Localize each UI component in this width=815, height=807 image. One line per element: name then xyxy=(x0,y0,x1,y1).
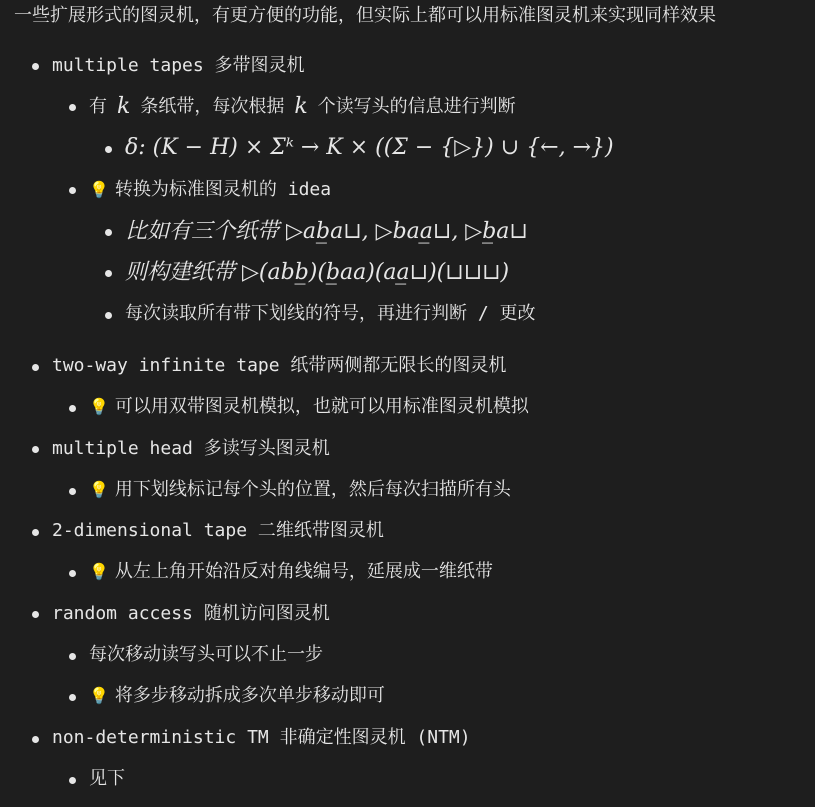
bullet xyxy=(105,229,112,236)
list-item-label: 见下 xyxy=(89,768,125,790)
list-item-label: random access 随机访问图灵机 xyxy=(52,603,330,625)
list-item-label: 可以用双带图灵机模拟，也就可以用标准图灵机模拟 xyxy=(114,396,529,418)
list-item xyxy=(125,218,528,246)
math-k: k xyxy=(117,93,131,119)
list-item xyxy=(89,476,511,504)
list-item xyxy=(52,724,471,752)
list-item xyxy=(89,93,516,121)
bullet xyxy=(32,364,39,371)
list-item-label: non-deterministic TM 非确定性图灵机 (NTM) xyxy=(52,727,471,749)
bullet xyxy=(32,611,39,618)
formula xyxy=(125,134,614,162)
list-item xyxy=(52,600,330,628)
bullet xyxy=(32,529,39,536)
list-item-label: multiple tapes 多带图灵机 xyxy=(52,55,305,77)
bulb-icon: 💡 xyxy=(89,397,109,417)
list-item xyxy=(52,352,506,380)
list-item xyxy=(89,682,385,710)
list-item xyxy=(89,393,529,421)
list-item-label: two-way infinite tape 纸带两侧都无限长的图灵机 xyxy=(52,355,507,377)
math-k: k xyxy=(294,93,308,119)
bullet xyxy=(105,270,112,277)
list-item-label: 从左上角开始沿反对角线编号，延展成一维纸带 xyxy=(114,561,493,583)
label-pre: 有 xyxy=(89,96,107,118)
bullet xyxy=(105,146,112,153)
list-item-label: 每次移动读写头可以不止一步 xyxy=(89,644,323,666)
delta-formula: δ: (K − H) × Σᵏ → K × ((Σ − {▷}) ∪ {←, →}) xyxy=(125,134,614,160)
bullet xyxy=(105,312,112,319)
list-item xyxy=(89,765,125,793)
list-item-label: 将多步移动拆成多次单步移动即可 xyxy=(114,685,385,707)
list-item xyxy=(52,435,330,463)
list-item-label: multiple head 多读写头图灵机 xyxy=(52,438,330,460)
bullet xyxy=(69,405,76,412)
bullet xyxy=(69,488,76,495)
bullet xyxy=(32,63,39,70)
label-mid: 条纸带，每次根据 xyxy=(140,96,285,118)
example-tapes: 比如有三个纸带 ▷ab̲a⊔, ▷baa̲⊔, ▷b̲a⊔ xyxy=(125,218,528,244)
list-item xyxy=(89,558,493,586)
list-item-label: 转换为标准图灵机的 idea xyxy=(114,179,332,201)
list-item xyxy=(52,52,305,80)
list-item xyxy=(52,517,384,545)
bullet xyxy=(69,570,76,577)
list-item xyxy=(125,300,536,328)
bullet xyxy=(69,694,76,701)
list-item-label: 2-dimensional tape 二维纸带图灵机 xyxy=(52,520,384,542)
page-title-text: 一些扩展形式的图灵机，有更方便的功能，但实际上都可以用标准图灵机来实现同样效果 xyxy=(14,5,716,27)
bullet xyxy=(69,187,76,194)
constructed-tape: 则构建纸带 ▷(abb̲)(b̲aa)(aa̲⊔)(⊔⊔⊔) xyxy=(125,259,510,285)
bullet xyxy=(32,736,39,743)
label-post: 个读写头的信息进行判断 xyxy=(317,96,516,118)
bulb-icon: 💡 xyxy=(89,562,109,582)
list-item xyxy=(89,641,323,669)
bullet xyxy=(32,446,39,453)
list-item-label: 用下划线标记每个头的位置，然后每次扫描所有头 xyxy=(114,479,511,501)
bullet xyxy=(69,653,76,660)
list-item xyxy=(89,176,331,204)
bulb-icon: 💡 xyxy=(89,480,109,500)
bulb-icon: 💡 xyxy=(89,686,109,706)
page-title xyxy=(14,2,716,30)
bullet xyxy=(69,104,76,111)
list-item-label: 每次读取所有带下划线的符号，再进行判断 / 更改 xyxy=(125,303,536,325)
bullet xyxy=(69,777,76,784)
list-item xyxy=(125,259,509,287)
bulb-icon: 💡 xyxy=(89,180,109,200)
